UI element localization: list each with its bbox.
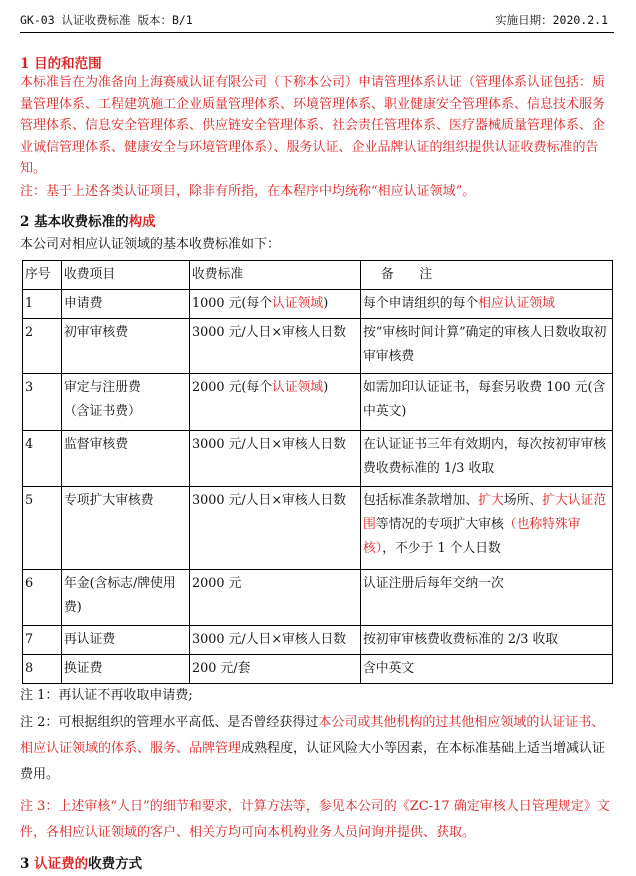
table-row: 4 监督审核费 3000 元/人日×审核人日数 在认证证书三年有效期内，每次按初审审核费收费标准的 1/3 收取 (23, 431, 613, 487)
table-row: 6 年金(含标志/牌使用费) 2000 元 认证注册后每年交纳一次 (23, 570, 613, 626)
table-row: 1 申请费 1000 元(每个认证领域) 每个申请组织的每个相应认证领域 (23, 290, 613, 319)
effective-date: 实施日期：2020.2.1 (495, 13, 608, 27)
header-standard: 收费标准 (190, 261, 361, 290)
fee-table (22, 260, 613, 684)
table-row: 2 初审审核费 3000 元/人日×审核人日数 按“审核时间计算”确定的审核人日数收取初审审核费 (23, 319, 613, 374)
table-row: 3 审定与注册费 （含证书费） 2000 元(每个认证领域) 如需加印认证证书，每套另收费 100 元(含中英文) (23, 374, 613, 431)
header-no: 序号 (23, 261, 62, 290)
section1-title: 1 目的和范围 (20, 56, 102, 72)
header-item: 收费项目 (62, 261, 190, 290)
page-header (20, 10, 614, 33)
doc-code-version: GK-03 认证收费标准 版本：B/1 (20, 13, 193, 27)
section2-title: 2 基本收费标准的构成 (20, 214, 156, 230)
note-2: 注 2：可根据组织的管理水平高低、是否曾经获得过本公司或其他机构的过其他相应领域的认证证书、相应认证领域的体系、服务、品牌管理成熟程度，认证风险大小等因素，在本标准基础上适当增减认证费用。 (20, 715, 606, 782)
note-1: 注 1：再认证不再收取申请费; (20, 688, 193, 703)
header-remark: 备 注 (361, 261, 613, 290)
section3-title: 3 认证费的收费方式 (20, 856, 143, 872)
section1-note: 注：基于上述各类认证项目，除非有所指，在本程序中均统称“相应认证领域”。 (20, 184, 476, 199)
table-row: 8 换证费 200 元/套 含中英文 (23, 655, 613, 684)
table-row: 5 专项扩大审核费 3000 元/人日×审核人日数 包括标准条款增加、扩大场所、扩大认证范围等情况的专项扩大审核（也称特殊审核），不少于 1 个人日数 (23, 487, 613, 570)
table-row: 7 再认证费 3000 元/人日×审核人日数 按初审审核费收费标准的 2/3 收取 (23, 626, 613, 655)
section1-body: 本标准旨在为准备向上海赛威认证有限公司（下称本公司）申请管理体系认证（管理体系认证包括：质量管理体系、工程建筑施工企业质量管理体系、环境管理体系、职业健康安全管理体系、信息技术服务管理体系、信息安全管理体系、供应链安全管理体系、社会责任管理体系、医疗器械质量管理体系、企业诚信管理体系、健康安全与环境管理体系）、服务认证、企业品牌认证的组织提供认证收费标准的告知。 (20, 75, 606, 176)
table-header-row (23, 261, 613, 290)
section2-intro: 本公司对相应认证领域的基本收费标准如下： (20, 237, 281, 252)
note-3: 注 3：上述审核“人日”的细节和要求，计算方法等，参见本公司的《ZC-17 确定审核人日管理规定》文件，各相应认证领域的客户、相关方均可向本机构业务人员问询并提供、获取。 (20, 799, 610, 840)
